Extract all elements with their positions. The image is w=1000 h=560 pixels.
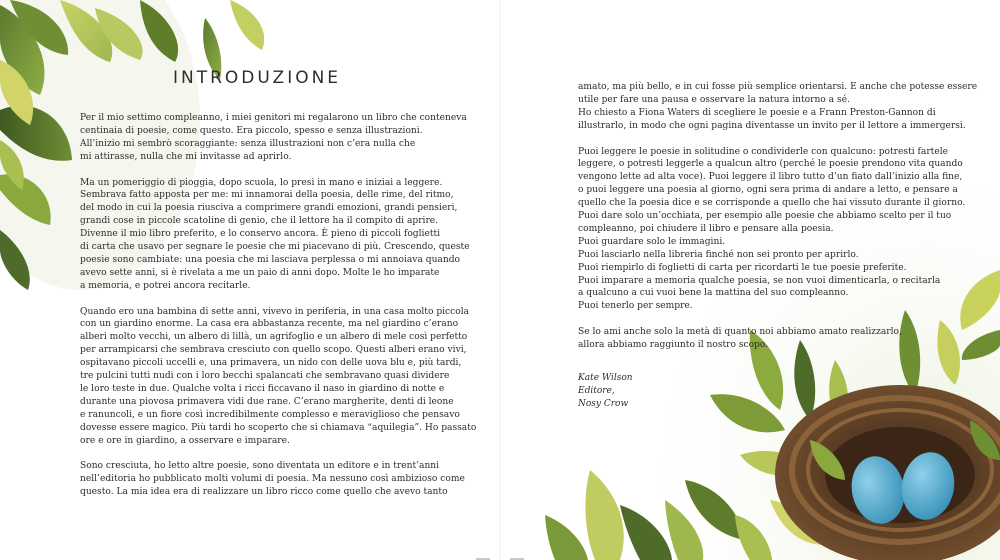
page-title: INTRODUZIONE xyxy=(173,68,342,88)
book-gutter xyxy=(499,0,501,560)
right-paragraph-2: Puoi leggere le poesie in solitudine o condividerle con qualcuno: potresti fartele leggere, o potresti leggerle a qualcun altro (perché le poesie prendono vita quando vengono lette ad alta voce). Puoi leggere il libro tutto d’un fiato dall’inizio alla fine, o puoi leggere una poesia al giorno, ogni sera prima di andare a letto, e pensare a quello che la poesia dice e se corrisponde a quello che hai vissuto durante il giorno. Puoi dare solo un’occhiata, per esempio alle poesie che abbiamo scelto per il tuo compleanno, poi chiudere il libro e pensare alla poesia. Puoi guardare solo le immagini. Puoi lasciarlo nella libreria finché non sei pronto per aprirlo. Puoi riempirlo di foglietti di carta per ricordarti le tue poesie preferite. Puoi imparare a memoria qualche poesia, se non vuoi dimenticarla, o recitarla a qualcuno a cui vuoi bene la mattina del suo compleanno. Puoi tenerlo per sempre. xyxy=(578,146,966,312)
signature-name: Kate Wilson xyxy=(578,373,633,383)
signature xyxy=(578,372,633,411)
right-page xyxy=(500,0,1000,560)
right-paragraph-3: Se lo ami anche solo la metà di quanto noi abbiamo amato realizzarlo, allora abbiamo raggiunto il nostro scopo. xyxy=(578,327,902,351)
signature-publisher: Nosy Crow xyxy=(578,399,629,409)
signature-role: Editore, xyxy=(578,386,615,396)
left-page-body xyxy=(80,112,476,512)
right-paragraph-1: amato, ma più bello, e in cui fosse più semplice orientarsi. E anche che potesse essere utile per fare una pausa e osservare la natura intorno a sé. Ho chiesto a Fiona Waters di scegliere le poesie e a Frann Preston-Gannon di illustrarlo, in modo che ogni pagina diventasse un invito per il lettore a immergersi. xyxy=(578,82,978,131)
left-paragraph-1: Per il mio settimo compleanno, i miei genitori mi regalarono un libro che conteneva centinaia di poesie, come questo. Era piccolo, spesso e senza illustrazioni. All’inizio mi sembrò scoraggiante: senza illustrazioni non c’era nulla che mi attirasse, nulla che mi invitasse ad aprirlo. xyxy=(80,113,467,162)
left-paragraph-4: Sono cresciuta, ho letto altre poesie, sono diventata un editore e in trent’anni nell’editoria ho pubblicato molti volumi di poesia. Ma nessuno così ambizioso come questo. La mia idea era di realizzare un libro ricco come quello che avevo tanto xyxy=(80,461,465,498)
right-page-body xyxy=(578,81,977,365)
left-paragraph-2: Ma un pomeriggio di pioggia, dopo scuola, lo presi in mano e iniziai a leggere. Sembrava fatto apposta per me: mi innamorai della poesia, delle rime, del ritmo, del modo in cui la poesia riusciva a comprimere grandi emozioni, grandi pensieri, grandi cose in piccole scatoline di genio, che il lettore ha il compito di aprire. Divenne il mio libro preferito, e lo conservo ancora. È pieno di piccoli foglietti di carta che usavo per segnare le poesie che mi piacevano di più. Crescendo, queste poesie sono cambiate: una poesia che mi lasciava perplessa o mi annoiava quando avevo sette anni, si è rivelata a me un paio di anni dopo. Molte le ho imparate a memoria, e potrei ancora recitarle. xyxy=(80,177,470,291)
left-paragraph-3: Quando ero una bambina di sette anni, vivevo in periferia, in una casa molto piccola con un giardino enorme. La casa era abbastanza recente, ma nel giardino c’erano alberi molto vecchi, un albero di lillà, un agrifoglio e un albero di mele così perfetto per arrampicarsi che sembrava cresciuto con quello scopo. Questi alberi erano vivi, ospitavano piccoli uccelli e, una primavera, un nido con delle uova blu e, più tardi, tre pulcini tutti nudi con i loro becchi spalancati che sembravano quasi dividere le loro teste in due. Qualche volta i ricci ficcavano il naso in giardino di notte e durante una piovosa primavera vidi due rane. C’erano margherite, denti di leone e ranuncoli, e un fiore così incredibilmente complesso e meraviglioso che pensavo dovesse essere magico. Più tardi ho scoperto che si chiamava “aquilegia”. Ho passato ore e ore in giardino, a osservare e imparare. xyxy=(80,306,477,446)
